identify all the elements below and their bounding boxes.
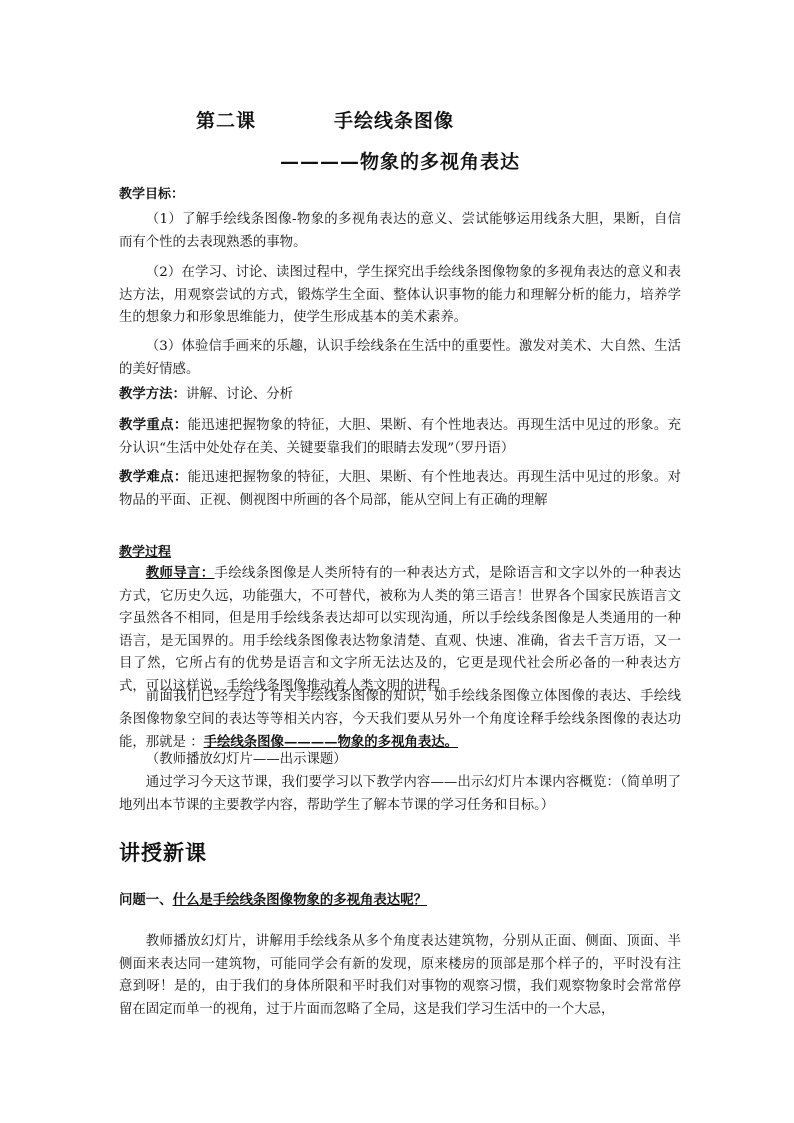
process-heading: 教学过程 [119, 545, 172, 560]
teacher-intro [119, 562, 681, 698]
method-text: 讲解、讨论、分析 [185, 387, 294, 402]
lesson-title: 手绘线条图像 [334, 110, 455, 132]
lesson-subtitle: ————物象的多视角表达 [280, 151, 521, 173]
key-points-text: 能迅速把握物象的特征，大胆、果断、有个性地表达。再现生活中见过的形象。充分认识“生活中处处存在美、关键要靠我们的眼睛去发现”（罗丹语） [119, 418, 681, 456]
objective-item-2: （2）在学习、讨论、读图过程中，学生探究出手绘线条图像物象的多视角表达的意义和表达方法，用观察尝试的方式，锻炼学生全面、整体认识事物的能力和理解分析的能力，培养学生的想象力和形象思维能力，使学生形成基本的美术素养。 [119, 265, 681, 325]
objective-item-3: （3）体验信手画来的乐趣，认识手绘线条在生活中的重要性。激发对美术、大自然、生活的美好情感。 [119, 339, 681, 377]
new-lesson-title: 讲授新课 [119, 840, 207, 865]
difficulties [119, 466, 681, 512]
difficulties-text: 能迅速把握物象的特征，大胆、果断、有个性地表达。再现生活中见过的形象。对物品的平面、正视、侧视图中所画的各个局部，能从空间上有正确的理解 [119, 470, 681, 508]
process-paragraph-2-text: 前面我们已经学过了有关手绘线条图像的知识，如手绘线条图像立体图像的表达、手绘线条图像物象空间的表达等等相关内容，今天我们要从另外一个角度诠释手绘线条图像的表达功能，那就是 ： [119, 689, 681, 750]
lesson-topic: 手绘线条图像————物象的多视角表达。 [203, 734, 459, 750]
question-one-body: 教师播放幻灯片，讲解用手绘线条从多个角度表达建筑物，分别从正面、侧面、顶面、半侧面来表达同一建筑物，可能同学会有新的发现，原来楼房的顶部是那个样子的，平时没有注意到呀！是的，由于我们的身体所限和平时我们对事物的观察习惯，我们观察物象时会常常停留在固定而单一的视角，过于片面而忽略了全局，这是我们学习生活中的一个大忌， [119, 934, 681, 1017]
key-points [119, 414, 681, 460]
method-label: 教学方法： [119, 386, 186, 402]
objective-item-1: （1）了解手绘线条图像-物象的多视角表达的意义、尝试能够运用线条大胆，果断，自信而有个性的去表现熟悉的事物。 [119, 212, 681, 250]
objectives-heading: 教学目标： [119, 187, 185, 202]
question-one [119, 889, 427, 908]
question-prefix: 问题一、 [119, 892, 173, 908]
process-paragraph-3: 通过学习今天这节课，我们要学习以下教学内容——出示幻灯片本课内容概览：（简单明了地列出本节课的主要教学内容，帮助学生了解本节课的学习任务和目标。） [119, 775, 681, 813]
lesson-number: 第二课 [196, 110, 257, 132]
question-text: 什么是手绘线条图像物象的多视角表达呢？ [172, 892, 427, 908]
teacher-intro-label: 教师导言： [145, 565, 215, 581]
teaching-method [119, 383, 681, 407]
key-points-label: 教学重点： [119, 417, 188, 433]
process-paragraph-2 [119, 686, 681, 755]
teacher-intro-text: 手绘线条图像是人类所特有的一种表达方式，是除语言和文字以外的一种表达方式，它历史久远，功能强大，不可替代，被称为人类的第三语言！世界各个国家民族语言文字虽然各不相同，但是用手绘线条表达却可以实现沟通，所以手绘线条图像是人类通用的一种语言，是无国界的。用手绘线条图像表达物象清楚、直观、快速、准确，省去千言万语，又一目了然，它所占有的优势是语言和文字所无法达及的，它更是现代社会所必备的一种表达方式，可以这样说，手绘线条图像推动着人类文明的进程。 [119, 566, 682, 694]
slide-note: （教师播放幻灯片——出示课题） [145, 752, 347, 767]
difficulties-label: 教学难点： [119, 469, 188, 485]
